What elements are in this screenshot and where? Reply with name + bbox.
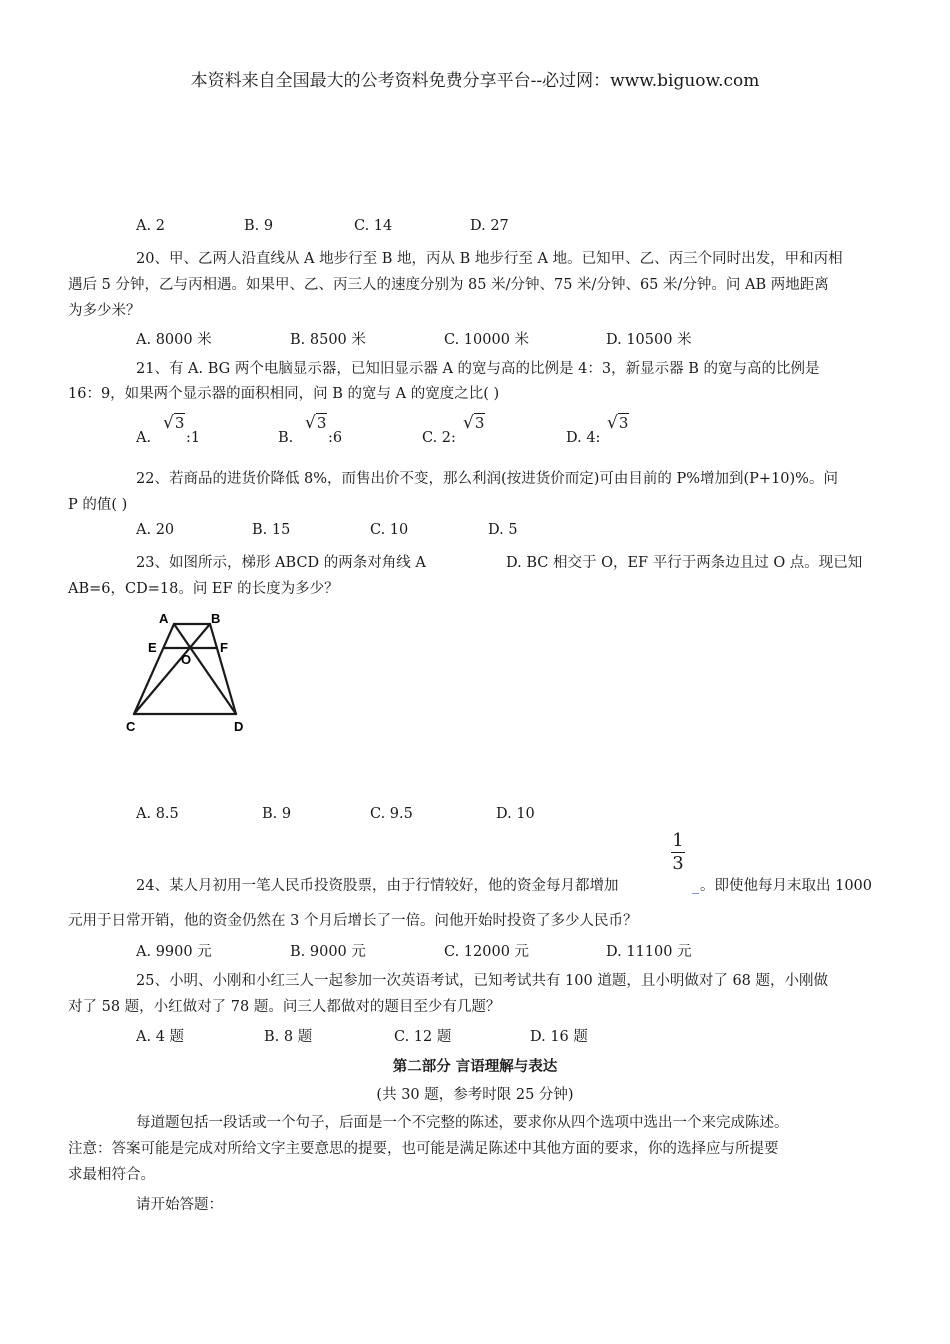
q23-line-2: AB=6，CD=18。问 EF 的长度为多少？ — [68, 581, 339, 597]
q21-option-b-sqrt: √3 — [305, 413, 327, 433]
q25-line-2: 对了 58 题，小红做对了 78 题。问三人都做对的题目至少有几题？ — [68, 999, 501, 1015]
q21-option-a: A. — [136, 430, 152, 446]
q20-option-c: C. 10000 米 — [444, 332, 530, 348]
q25-option-d: D. 16 题 — [530, 1029, 588, 1045]
q21-option-a-sqrt: √3 — [163, 413, 185, 433]
q22-option-b: B. 15 — [252, 522, 291, 538]
q19-option-c: C. 14 — [354, 218, 393, 234]
q24-fraction — [671, 831, 685, 874]
q21-option-c-sqrt: √3 — [463, 413, 485, 433]
label-d: D — [234, 719, 244, 734]
label-c: C — [126, 719, 136, 734]
q23-option-b: B. 9 — [262, 806, 292, 822]
q21-line-1: 21、有 A. BG 两个电脑显示器，已知旧显示器 A 的宽与高的比例是 4：3，新显示器 B 的宽与高的比例是 — [136, 361, 820, 377]
label-o: O — [181, 652, 192, 667]
q22-option-c: C. 10 — [370, 522, 409, 538]
q19-option-d: D. 27 — [470, 218, 509, 234]
q20-option-a: A. 8000 米 — [136, 332, 212, 348]
q24-line-1-left: 24、某人月初用一笔人民币投资股票，由于行情较好，他的资金每月都增加 — [136, 878, 619, 894]
q23-option-a: A. 8.5 — [136, 806, 179, 822]
q25-option-b: B. 8 题 — [264, 1029, 313, 1045]
q24-option-a: A. 9900 元 — [136, 944, 212, 960]
q20-line-1: 20、甲、乙两人沿直线从 A 地步行至 B 地，丙从 B 地步行至 A 地。已知甲、乙、丙三个同时出发，甲和丙相 — [136, 251, 843, 267]
page-header: 本资料来自全国最大的公考资料免费分享平台--必过网：www.biguow.com — [190, 71, 760, 91]
trapezoid-figure — [118, 608, 260, 736]
q20-line-3: 为多少米？ — [68, 303, 141, 319]
q24-option-d: D. 11100 元 — [606, 944, 692, 960]
q21-option-d: D. 4: — [566, 430, 601, 446]
q20-line-2: 遇后 5 分钟，乙与丙相遇。如果甲、乙、丙三人的速度分别为 85 米/分钟、75 米/分钟、65 米/分钟。问 AB 两地距离 — [68, 277, 829, 293]
q20-option-b: B. 8500 米 — [290, 332, 366, 348]
q21-option-a-suffix: :1 — [186, 430, 201, 446]
q21-option-b: B. — [278, 430, 294, 446]
q24-blank: _ — [692, 878, 700, 894]
q25-line-1: 25、小明、小刚和小红三人一起参加一次英语考试，已知考试共有 100 道题，且小明做对了 68 题，小刚做 — [136, 973, 829, 989]
part2-intro-line-3: 求最相符合。 — [68, 1167, 155, 1183]
q25-option-c: C. 12 题 — [394, 1029, 452, 1045]
label-a: A — [159, 611, 169, 626]
label-e: E — [148, 640, 157, 655]
label-f: F — [220, 640, 228, 655]
q21-option-c: C. 2: — [422, 430, 456, 446]
q21-line-2: 16：9，如果两个显示器的面积相同，问 B 的宽与 A 的宽度之比( ) — [68, 386, 500, 402]
q24-fraction-numerator: 1 — [672, 830, 684, 851]
q19-option-a: A. 2 — [136, 218, 165, 234]
part2-intro-line-2: 注意：答案可能是完成对所给文字主要意思的提要，也可能是满足陈述中其他方面的要求，你的选择应与所提要 — [68, 1141, 779, 1157]
q21-option-b-suffix: :6 — [328, 430, 343, 446]
part2-title: 第二部分 言语理解与表达 — [392, 1058, 558, 1075]
q22-line-1: 22、若商品的进货价降低 8%，而售出价不变，那么利润(按进货价而定)可由目前的 P%增加到(P+10)%。问 — [136, 471, 838, 487]
q22-line-2: P 的值( ) — [68, 497, 128, 513]
q24-fraction-denominator: 3 — [672, 853, 684, 874]
part2-start: 请开始答题： — [136, 1197, 223, 1213]
q24-line-1-right: 。即使他每月末取出 1000 — [700, 878, 873, 894]
label-b: B — [211, 611, 221, 626]
part2-intro-line-1: 每道题包括一段话或一个句子，后面是一个不完整的陈述，要求你从四个选项中选出一个来完成陈述。 — [136, 1115, 789, 1131]
edge-bd — [210, 624, 236, 714]
q22-option-a: A. 20 — [136, 522, 175, 538]
part2-subtitle: (共 30 题，参考时限 25 分钟) — [376, 1087, 574, 1103]
q23-option-c: C. 9.5 — [370, 806, 413, 822]
edge-ca — [134, 624, 174, 714]
q24-line-2: 元用于日常开销，他的资金仍然在 3 个月后增长了一倍。问他开始时投资了多少人民币？ — [68, 913, 638, 929]
q23-line-1-right: D. BC 相交于 O，EF 平行于两条边且过 O 点。现已知 — [506, 555, 863, 571]
q23-option-d: D. 10 — [496, 806, 535, 822]
q22-option-d: D. 5 — [488, 522, 518, 538]
q25-option-a: A. 4 题 — [136, 1029, 185, 1045]
q19-option-b: B. 9 — [244, 218, 274, 234]
diagonal-bc — [134, 624, 210, 714]
diagonal-ad — [174, 624, 236, 714]
q23-line-1-left: 23、如图所示，梯形 ABCD 的两条对角线 A — [136, 555, 426, 571]
q24-option-b: B. 9000 元 — [290, 944, 366, 960]
q21-option-d-sqrt: √3 — [607, 413, 629, 433]
q24-option-c: C. 12000 元 — [444, 944, 530, 960]
q20-option-d: D. 10500 米 — [606, 332, 692, 348]
